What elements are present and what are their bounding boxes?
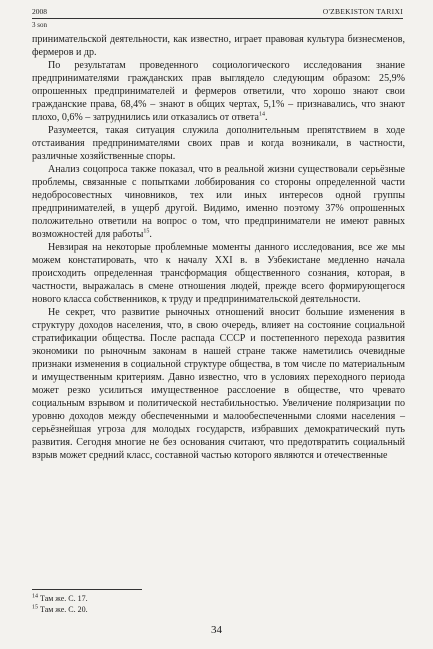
body-text [32,33,405,462]
footnote-ref: 14 [259,111,265,118]
paragraph: принимательской деятельности, как известно, играет правовая культура бизнесменов, фермеров и др. [32,34,405,58]
header-issue: 3 son [32,21,47,29]
header-year: 2008 [32,7,47,16]
paragraph: По результатам проведенного социологического исследования знание предпринимателями гражданских прав выглядело следующим образом: 25,9% опрошенных предпринимателей и фермеров ответили, что хорошо знают свои гражданские права, 68,4% – знают в общих чертах, 5,1% – признавались, что знают плохо, 0,6% – затруднились или отказались от ответа$^{14}$. [32,60,405,123]
paragraph: Анализ соцопроса также показал, что в реальной жизни существовали серьёзные проблемы, связанные с попытками лоббирования со стороны определенной части недобросовестных чиновников, тех или иных интересов одной группы предпринимателей, в ущерб другой. Видимо, именно поэтому 37% опрошенных положительно ответили на вопрос о том, что предприниматели не имеют равных возможностей для работы$^{15}$. [32,164,405,240]
footnotes [32,593,88,615]
footnote: $^{14}$ Там же. С. 17. [32,593,88,603]
page-number: 34 [211,624,222,636]
paragraph: Не секрет, что развитие рыночных отношений вносит большие изменения в структуру доходов населения, что, в свою очередь, влияет на состояние социальной стратификации общества. После распада СССР и постепенного перехода развития экономики по рыночным законам в нашей стране также наметились очевидные признаки изменения в социальной структуре общества, в том числе по материальным и имущественным критериям. Давно известно, что в условиях переходного периода может резко усилиться имущественное расслоение в обществе, что чревато социальным взрывом и политической нестабильностью. Увеличение поляризации по уровню доходов между обеспеченными и малообеспеченными слоями населения – серьёзнейшая угроза для молодых государств, избравших демократический путь развития. Сегодня многие не без основания считают, что предотвратить социальный взрыв может средний класс, составной частью которого являются и отечественные [32,307,405,461]
header-journal-title: O'ZBEKISTON TARIXI [322,7,403,16]
footnote: $^{15}$ Там же. С. 20. [32,604,88,614]
header-rule [32,18,403,19]
paragraph: Невзирая на некоторые проблемные моменты данного исследования, все же мы можем констатировать, что к началу XXI в. в Узбекистане медленно начала происходить определенная трансформация общественного сознания, которая, в частности, выражалась в смене отношения людей, прежде всего формирующегося нового класса собственников, к труду и предпринимательской деятельности. [32,242,405,305]
paragraph: Разумеется, такая ситуация служила дополнительным препятствием в ходе отстаивания предпринимателями своих прав и когда возникали, в частности, различные хозяйственные споры. [32,125,405,162]
running-header [32,5,403,16]
footnote-rule [32,589,142,590]
footnote-ref: 15 [143,228,150,235]
